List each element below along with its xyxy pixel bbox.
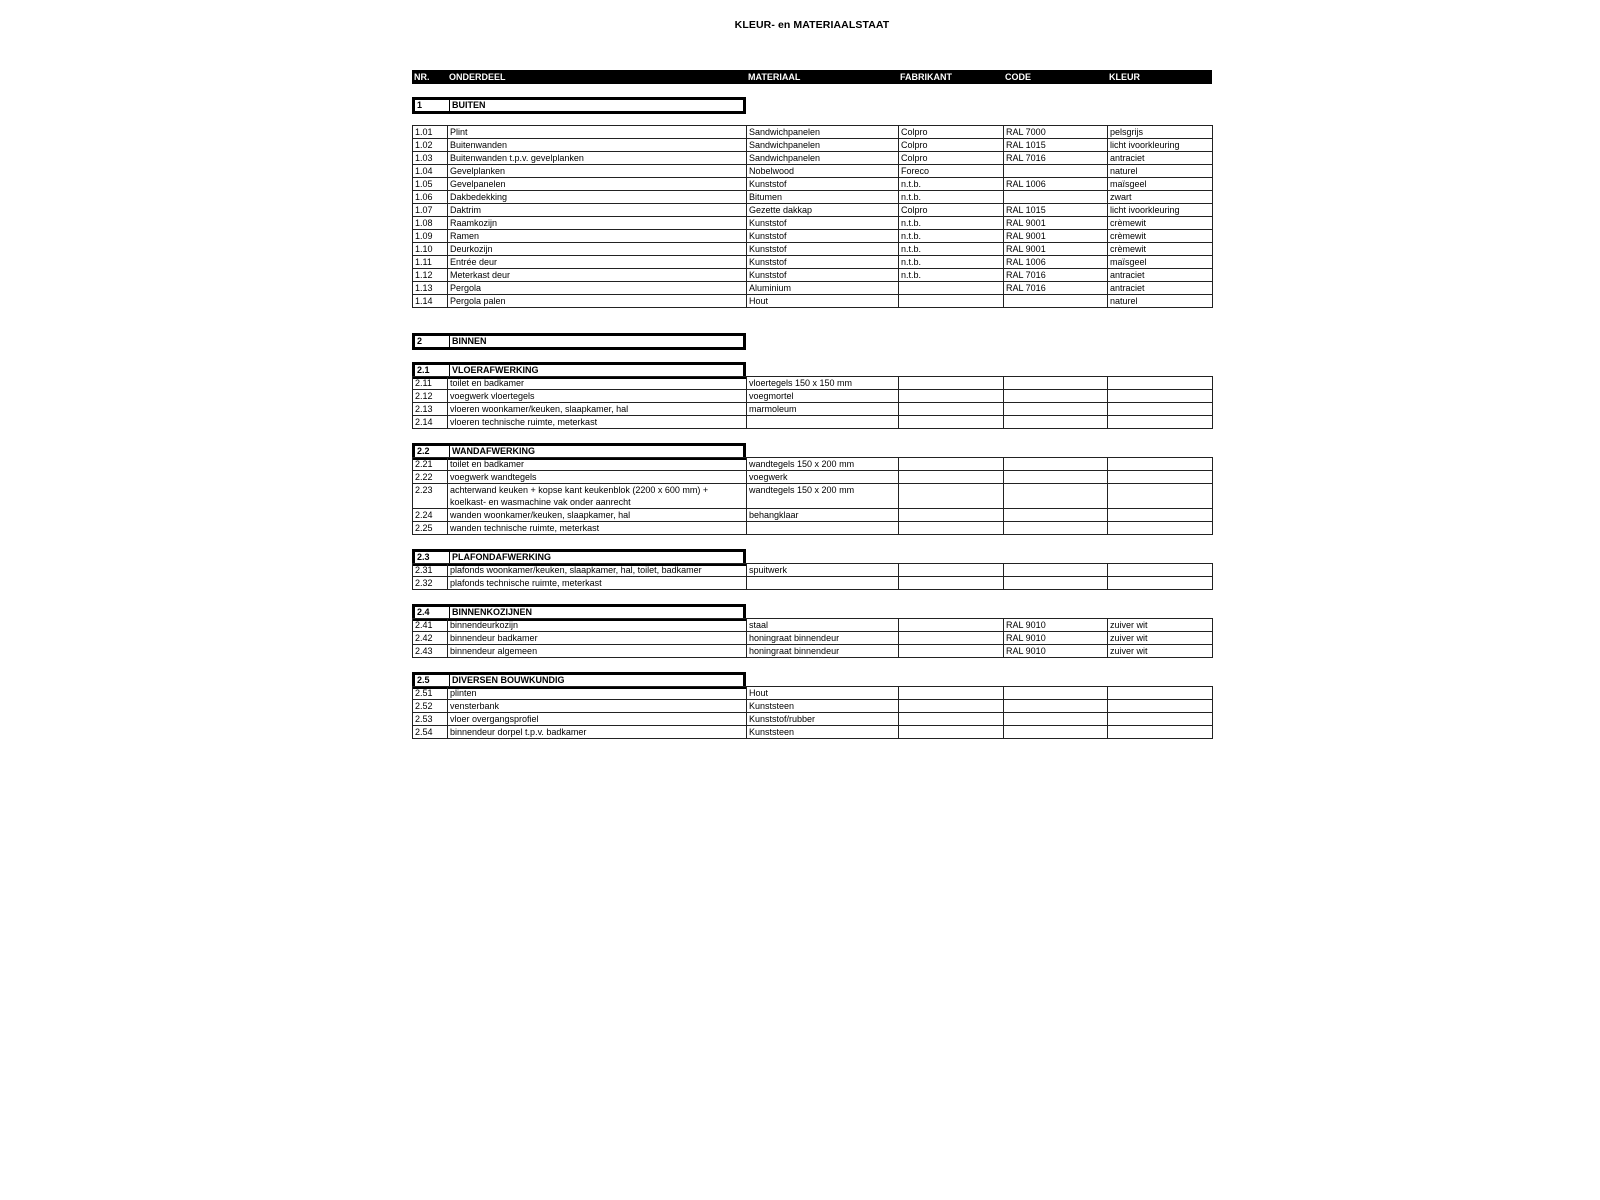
section-2-1	[412, 362, 1212, 427]
kleur-cell: licht ivoorkleuring	[1108, 139, 1213, 152]
onderdeel-cell: Daktrim	[448, 204, 747, 217]
code-cell	[1004, 509, 1108, 522]
fabrikant-cell	[899, 713, 1004, 726]
onderdeel-cell: vloeren technische ruimte, meterkast	[448, 416, 747, 429]
nr-cell: 2.22	[413, 471, 448, 484]
table-row	[413, 687, 1213, 700]
section-table	[412, 125, 1213, 308]
section-header	[412, 333, 746, 350]
nr-cell: 2.42	[413, 632, 448, 645]
table-row	[413, 471, 1213, 484]
nr-cell: 1.11	[413, 256, 448, 269]
materiaal-cell: Kunststof/rubber	[747, 713, 899, 726]
onderdeel-cell: Deurkozijn	[448, 243, 747, 256]
kleur-cell	[1108, 509, 1213, 522]
section-number: 2.5	[414, 674, 450, 688]
nr-cell: 2.31	[413, 564, 448, 577]
kleur-cell: maïsgeel	[1108, 256, 1213, 269]
onderdeel-cell: Gevelplanken	[448, 165, 747, 178]
fabrikant-cell	[899, 416, 1004, 429]
table-row	[413, 165, 1213, 178]
onderdeel-cell: plafonds woonkamer/keuken, slaapkamer, hal, toilet, badkamer	[448, 564, 747, 577]
fabrikant-cell	[899, 390, 1004, 403]
materiaal-cell: spuitwerk	[747, 564, 899, 577]
table-row	[413, 700, 1213, 713]
materiaal-cell	[747, 577, 899, 590]
materiaal-cell: Bitumen	[747, 191, 899, 204]
nr-cell: 1.04	[413, 165, 448, 178]
materiaal-cell: wandtegels 150 x 200 mm	[747, 458, 899, 471]
table-row	[413, 217, 1213, 230]
kleur-cell: naturel	[1108, 295, 1213, 308]
fabrikant-cell	[899, 726, 1004, 739]
section-number: 2.2	[414, 445, 450, 459]
code-cell: RAL 9010	[1004, 632, 1108, 645]
kleur-cell: antraciet	[1108, 152, 1213, 165]
table-row	[413, 282, 1213, 295]
onderdeel-cell: Meterkast deur	[448, 269, 747, 282]
fabrikant-cell	[899, 619, 1004, 632]
table-row	[413, 619, 1213, 632]
kleur-cell: zuiver wit	[1108, 619, 1213, 632]
kleur-cell	[1108, 700, 1213, 713]
column-header-bar	[412, 70, 1212, 84]
nr-cell: 2.25	[413, 522, 448, 535]
section-name: PLAFONDAFWERKING	[452, 552, 551, 562]
materiaal-cell: Kunststof	[747, 178, 899, 191]
materiaal-cell	[747, 522, 899, 535]
kleur-cell	[1108, 458, 1213, 471]
code-cell: RAL 1015	[1004, 204, 1108, 217]
fabrikant-cell	[899, 577, 1004, 590]
fabrikant-cell	[899, 458, 1004, 471]
column-header-row	[412, 70, 1212, 84]
kleur-cell: zuiver wit	[1108, 632, 1213, 645]
section-name: WANDAFWERKING	[452, 446, 535, 456]
code-cell: RAL 7016	[1004, 152, 1108, 165]
section-1	[412, 97, 1212, 306]
nr-cell: 1.14	[413, 295, 448, 308]
kleur-cell: crèmewit	[1108, 243, 1213, 256]
section-table	[412, 686, 1213, 739]
code-cell: RAL 9001	[1004, 217, 1108, 230]
onderdeel-cell: vloer overgangsprofiel	[448, 713, 747, 726]
kleur-cell	[1108, 377, 1213, 390]
materiaal-cell: vloertegels 150 x 150 mm	[747, 377, 899, 390]
code-cell: RAL 9001	[1004, 230, 1108, 243]
fabrikant-cell	[899, 687, 1004, 700]
code-cell	[1004, 191, 1108, 204]
fabrikant-cell: n.t.b.	[899, 217, 1004, 230]
materiaal-cell: staal	[747, 619, 899, 632]
fabrikant-cell	[899, 632, 1004, 645]
table-row	[413, 390, 1213, 403]
fabrikant-cell	[899, 471, 1004, 484]
fabrikant-cell	[899, 282, 1004, 295]
table-row	[413, 191, 1213, 204]
kleur-cell	[1108, 390, 1213, 403]
onderdeel-cell: toilet en badkamer	[448, 458, 747, 471]
section-number: 2.1	[414, 364, 450, 378]
nr-cell: 2.53	[413, 713, 448, 726]
table-row	[413, 295, 1213, 308]
fabrikant-cell: n.t.b.	[899, 178, 1004, 191]
table-row	[413, 139, 1213, 152]
table-row	[413, 230, 1213, 243]
onderdeel-cell: Pergola	[448, 282, 747, 295]
fabrikant-cell: Colpro	[899, 139, 1004, 152]
fabrikant-cell: Colpro	[899, 152, 1004, 165]
kleur-cell: licht ivoorkleuring	[1108, 204, 1213, 217]
nr-cell: 2.13	[413, 403, 448, 416]
section-name: BINNENKOZIJNEN	[452, 607, 533, 617]
onderdeel-cell: binnendeur dorpel t.p.v. badkamer	[448, 726, 747, 739]
kleur-cell	[1108, 713, 1213, 726]
onderdeel-cell: Gevelpanelen	[448, 178, 747, 191]
onderdeel-cell: wanden woonkamer/keuken, slaapkamer, hal	[448, 509, 747, 522]
kleur-cell	[1108, 577, 1213, 590]
nr-cell: 2.23	[413, 484, 448, 509]
kleur-cell: zuiver wit	[1108, 645, 1213, 658]
table-row	[413, 509, 1213, 522]
code-cell	[1004, 700, 1108, 713]
kleur-cell: maïsgeel	[1108, 178, 1213, 191]
nr-cell: 1.06	[413, 191, 448, 204]
column-header-onderdeel: ONDERDEEL	[447, 70, 746, 84]
nr-cell: 2.32	[413, 577, 448, 590]
fabrikant-cell: Colpro	[899, 126, 1004, 139]
table-row	[413, 152, 1213, 165]
nr-cell: 2.54	[413, 726, 448, 739]
materiaal-cell: Kunststof	[747, 217, 899, 230]
kleur-cell: zwart	[1108, 191, 1213, 204]
section-2-4	[412, 604, 1212, 656]
code-cell	[1004, 564, 1108, 577]
code-cell	[1004, 295, 1108, 308]
nr-cell: 1.03	[413, 152, 448, 165]
fabrikant-cell	[899, 295, 1004, 308]
column-header-materiaal: MATERIAAL	[746, 70, 898, 84]
table-row	[413, 256, 1213, 269]
table-row	[413, 726, 1213, 739]
materiaal-cell: Sandwichpanelen	[747, 126, 899, 139]
table-row	[413, 564, 1213, 577]
section-2-2	[412, 443, 1212, 533]
section-2	[412, 333, 1212, 350]
code-cell	[1004, 713, 1108, 726]
materiaal-cell: Gezette dakkap	[747, 204, 899, 217]
table-row	[413, 645, 1213, 658]
nr-cell: 2.52	[413, 700, 448, 713]
code-cell: RAL 7000	[1004, 126, 1108, 139]
materiaal-cell: Kunststeen	[747, 700, 899, 713]
table-row	[413, 269, 1213, 282]
materiaal-cell: Kunststof	[747, 269, 899, 282]
table-row	[413, 577, 1213, 590]
onderdeel-cell: Raamkozijn	[448, 217, 747, 230]
section-table	[412, 457, 1213, 535]
nr-cell: 2.12	[413, 390, 448, 403]
onderdeel-cell: Entrée deur	[448, 256, 747, 269]
section-table	[412, 563, 1213, 590]
code-cell	[1004, 377, 1108, 390]
nr-cell: 1.07	[413, 204, 448, 217]
fabrikant-cell	[899, 522, 1004, 535]
materiaal-cell: wandtegels 150 x 200 mm	[747, 484, 899, 509]
materiaal-cell: Kunststof	[747, 230, 899, 243]
table-row	[413, 484, 1213, 509]
section-header	[412, 97, 746, 114]
section-table	[412, 618, 1213, 658]
code-cell	[1004, 577, 1108, 590]
code-cell	[1004, 687, 1108, 700]
materiaal-cell: Sandwichpanelen	[747, 139, 899, 152]
section-number: 2	[414, 335, 450, 349]
code-cell	[1004, 416, 1108, 429]
section-name: DIVERSEN BOUWKUNDIG	[452, 675, 565, 685]
section-2-5	[412, 672, 1212, 737]
column-header-fabrikant: FABRIKANT	[898, 70, 1003, 84]
fabrikant-cell: Foreco	[899, 165, 1004, 178]
kleur-cell: crèmewit	[1108, 230, 1213, 243]
code-cell	[1004, 726, 1108, 739]
code-cell: RAL 9001	[1004, 243, 1108, 256]
table-row	[413, 713, 1213, 726]
materiaal-cell: Hout	[747, 295, 899, 308]
fabrikant-cell: n.t.b.	[899, 269, 1004, 282]
code-cell	[1004, 165, 1108, 178]
column-header-code: CODE	[1003, 70, 1107, 84]
onderdeel-cell: Dakbedekking	[448, 191, 747, 204]
kleur-cell	[1108, 522, 1213, 535]
table-row	[413, 178, 1213, 191]
table-row	[413, 126, 1213, 139]
kleur-cell	[1108, 564, 1213, 577]
kleur-cell: naturel	[1108, 165, 1213, 178]
fabrikant-cell: n.t.b.	[899, 191, 1004, 204]
table-row	[413, 458, 1213, 471]
onderdeel-cell: plafonds technische ruimte, meterkast	[448, 577, 747, 590]
fabrikant-cell	[899, 403, 1004, 416]
materiaal-cell: honingraat binnendeur	[747, 645, 899, 658]
materiaal-cell: Hout	[747, 687, 899, 700]
section-table	[412, 376, 1213, 429]
fabrikant-cell	[899, 484, 1004, 509]
table-row	[413, 243, 1213, 256]
nr-cell: 1.10	[413, 243, 448, 256]
kleur-cell	[1108, 484, 1213, 509]
onderdeel-cell: plinten	[448, 687, 747, 700]
document-title: KLEUR- en MATERIAALSTAAT	[734, 19, 890, 31]
section-name: BUITEN	[452, 100, 486, 110]
table-row	[413, 416, 1213, 429]
nr-cell: 2.43	[413, 645, 448, 658]
onderdeel-cell: toilet en badkamer	[448, 377, 747, 390]
kleur-cell	[1108, 687, 1213, 700]
materiaal-cell: voegwerk	[747, 471, 899, 484]
materiaal-cell: voegmortel	[747, 390, 899, 403]
nr-cell: 2.11	[413, 377, 448, 390]
table-row	[413, 377, 1213, 390]
nr-cell: 2.51	[413, 687, 448, 700]
onderdeel-cell: Buitenwanden	[448, 139, 747, 152]
kleur-cell: antraciet	[1108, 282, 1213, 295]
onderdeel-cell: binnendeurkozijn	[448, 619, 747, 632]
materiaal-cell: marmoleum	[747, 403, 899, 416]
onderdeel-cell: voegwerk wandtegels	[448, 471, 747, 484]
code-cell: RAL 7016	[1004, 282, 1108, 295]
kleur-cell	[1108, 403, 1213, 416]
onderdeel-cell: voegwerk vloertegels	[448, 390, 747, 403]
materiaal-cell: Kunststeen	[747, 726, 899, 739]
code-cell	[1004, 458, 1108, 471]
section-2-3	[412, 549, 1212, 588]
materiaal-cell	[747, 416, 899, 429]
nr-cell: 2.41	[413, 619, 448, 632]
fabrikant-cell: n.t.b.	[899, 243, 1004, 256]
nr-cell: 1.05	[413, 178, 448, 191]
table-row	[413, 403, 1213, 416]
onderdeel-cell: Plint	[448, 126, 747, 139]
materiaal-cell: Kunststof	[747, 256, 899, 269]
materiaal-cell: Nobelwood	[747, 165, 899, 178]
kleur-cell: antraciet	[1108, 269, 1213, 282]
materiaal-cell: Sandwichpanelen	[747, 152, 899, 165]
nr-cell: 2.14	[413, 416, 448, 429]
code-cell	[1004, 390, 1108, 403]
nr-cell: 2.24	[413, 509, 448, 522]
kleur-cell	[1108, 416, 1213, 429]
kleur-cell: crèmewit	[1108, 217, 1213, 230]
column-header-kleur: KLEUR	[1107, 70, 1212, 84]
onderdeel-cell: achterwand keuken + kopse kant keukenblok (2200 x 600 mm) + koelkast- en wasmachine vak onder aanrecht	[448, 484, 747, 509]
nr-cell: 2.21	[413, 458, 448, 471]
fabrikant-cell	[899, 564, 1004, 577]
kleur-cell	[1108, 726, 1213, 739]
onderdeel-cell: wanden technische ruimte, meterkast	[448, 522, 747, 535]
onderdeel-cell: Ramen	[448, 230, 747, 243]
code-cell: RAL 1006	[1004, 178, 1108, 191]
section-number: 1	[414, 99, 450, 113]
fabrikant-cell: n.t.b.	[899, 230, 1004, 243]
materiaal-cell: Kunststof	[747, 243, 899, 256]
code-cell: RAL 9010	[1004, 645, 1108, 658]
onderdeel-cell: binnendeur algemeen	[448, 645, 747, 658]
kleur-cell: pelsgrijs	[1108, 126, 1213, 139]
onderdeel-cell: binnendeur badkamer	[448, 632, 747, 645]
code-cell	[1004, 471, 1108, 484]
code-cell: RAL 9010	[1004, 619, 1108, 632]
code-cell	[1004, 484, 1108, 509]
table-row	[413, 204, 1213, 217]
section-number: 2.3	[414, 551, 450, 565]
nr-cell: 1.13	[413, 282, 448, 295]
section-name: VLOERAFWERKING	[452, 365, 539, 375]
fabrikant-cell	[899, 509, 1004, 522]
fabrikant-cell: n.t.b.	[899, 256, 1004, 269]
fabrikant-cell: Colpro	[899, 204, 1004, 217]
code-cell	[1004, 403, 1108, 416]
onderdeel-cell: Buitenwanden t.p.v. gevelplanken	[448, 152, 747, 165]
section-name: BINNEN	[452, 336, 487, 346]
code-cell: RAL 1006	[1004, 256, 1108, 269]
section-number: 2.4	[414, 606, 450, 620]
fabrikant-cell	[899, 700, 1004, 713]
materiaal-cell: behangklaar	[747, 509, 899, 522]
nr-cell: 1.09	[413, 230, 448, 243]
materiaal-cell: Aluminium	[747, 282, 899, 295]
onderdeel-cell: Pergola palen	[448, 295, 747, 308]
column-header-nr: NR.	[412, 70, 447, 84]
table-row	[413, 522, 1213, 535]
materiaal-cell: honingraat binnendeur	[747, 632, 899, 645]
nr-cell: 1.12	[413, 269, 448, 282]
fabrikant-cell	[899, 377, 1004, 390]
fabrikant-cell	[899, 645, 1004, 658]
nr-cell: 1.08	[413, 217, 448, 230]
kleur-cell	[1108, 471, 1213, 484]
code-cell	[1004, 522, 1108, 535]
onderdeel-cell: vensterbank	[448, 700, 747, 713]
table-row	[413, 632, 1213, 645]
nr-cell: 1.02	[413, 139, 448, 152]
code-cell: RAL 1015	[1004, 139, 1108, 152]
nr-cell: 1.01	[413, 126, 448, 139]
onderdeel-cell: vloeren woonkamer/keuken, slaapkamer, hal	[448, 403, 747, 416]
code-cell: RAL 7016	[1004, 269, 1108, 282]
